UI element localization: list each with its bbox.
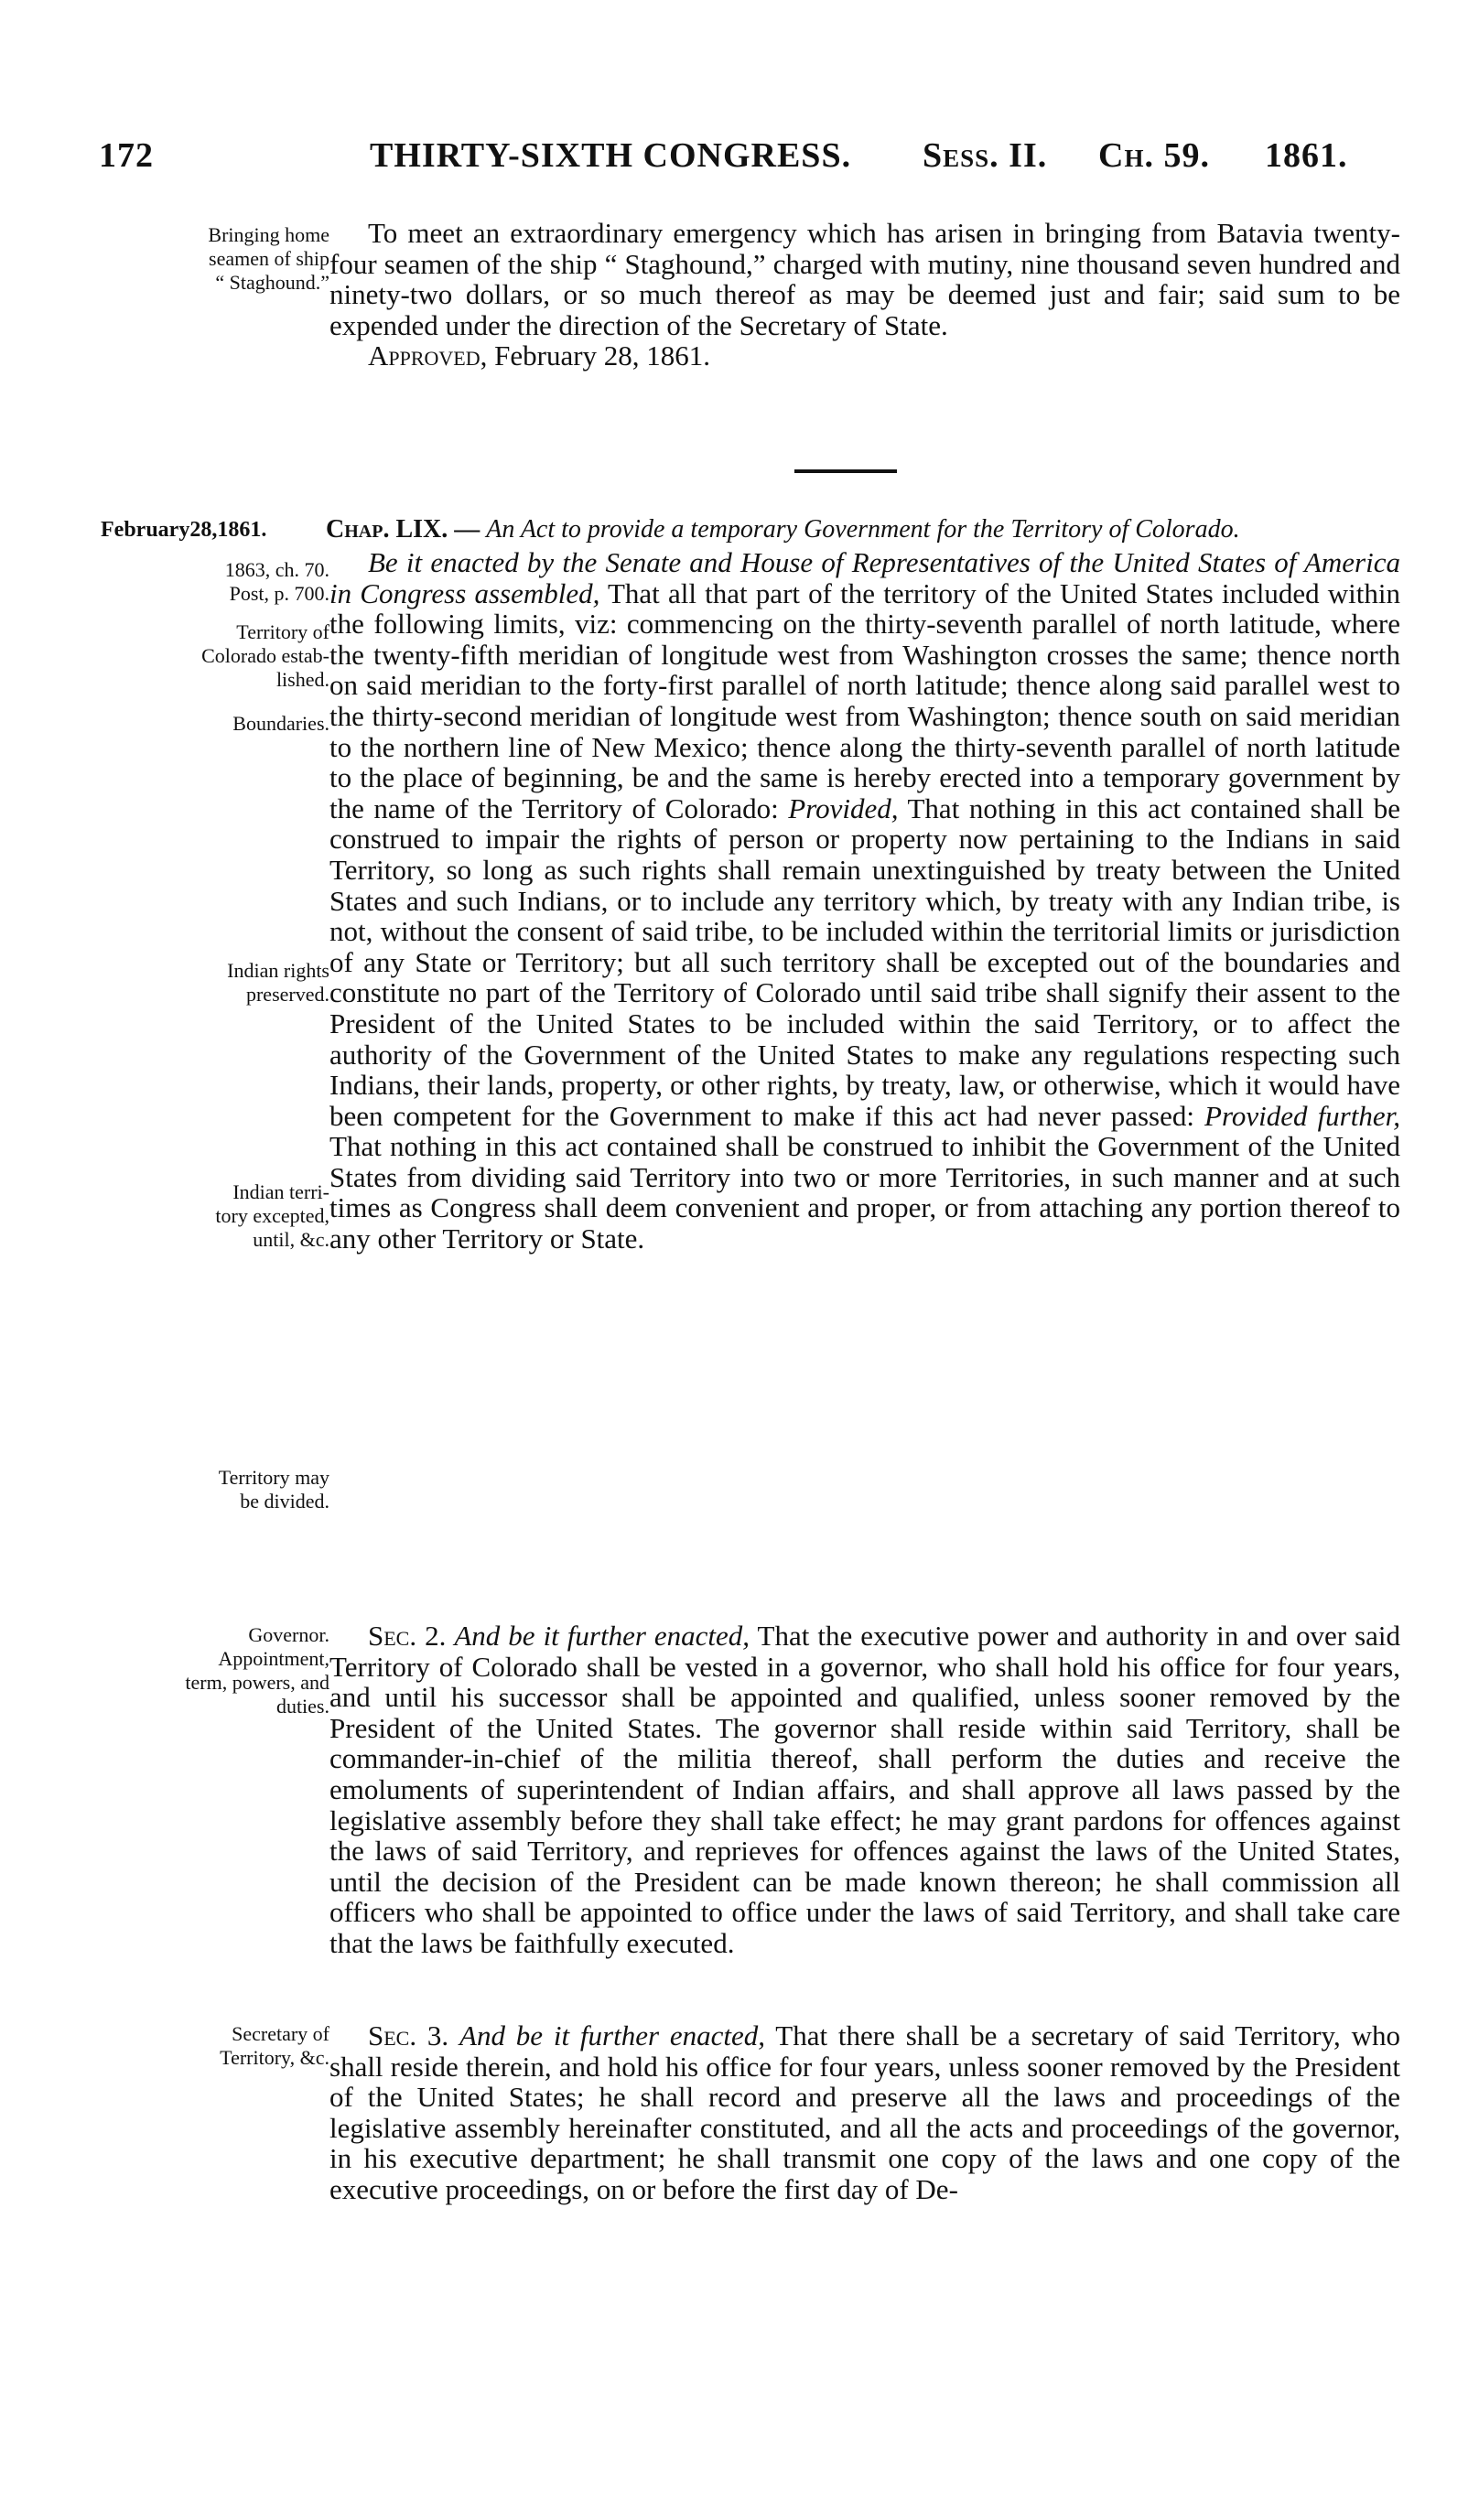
chapter-number: Ch. 59. <box>1098 136 1210 175</box>
section-1-boundaries: That all that part of the territory of the United States included within the following limits, viz: commencing on the thirty-seventh parallel of north latitude, where the twenty-fifth meridian of longitude west from Washington crosses the same; thence north on said meridian to the forty-first parallel of north latitude; thence along said parallel west to the thirty-second meridian of longitude west from Washington; thence south on said meridian to the northern line of New Mexico; thence along the thirty-seventh parallel of north latitude to the place of beginning, be and the same is hereby erected into a temporary government by the name of the Territory of Colorado: <box>329 576 1400 824</box>
chapter-heading <box>326 515 1406 544</box>
page-number: 172 <box>99 136 154 175</box>
section-2-label: Sec. 2. <box>368 1620 447 1652</box>
section-1-division: That nothing in this act contained shall be construed to inhibit the Government of the United States from dividing said Territory into two or more Territories, in such manner and at such times as Congress shall deem convenient and proper, or from attaching any portion thereof to any other Territory or State. <box>329 1130 1400 1255</box>
margin-citation: 1863, ch. 70. Post, p. 700. <box>224 558 329 605</box>
margin-secretary: Secretary of Territory, &c. <box>220 2022 329 2069</box>
section-3-text <box>329 2020 1400 2205</box>
section-1 <box>329 547 1400 1255</box>
approved-label: Approved, <box>368 339 488 372</box>
margin-note-staghound: Bringing home seamen of ship “ Staghound.” <box>208 223 329 294</box>
section-3-body: That there shall be a secretary of said Territory, who shall reside therein, and hold his office for four years, unless sooner removed by the President of the United States; he shall record and preserve all the laws and proceedings of the legislative assembly hereinafter constituted, and all the acts and proceedings of the governor, in his executive department; he shall transmit one copy of the laws and one copy of the executive proceedings, on or before the first day of De- <box>329 2019 1400 2205</box>
provided-further-clause: Provided further, <box>1204 1099 1400 1132</box>
header-year: 1861. <box>1265 136 1348 175</box>
section-2-clause: And be it further enacted, <box>454 1620 750 1652</box>
chapter-act-title: An Act to provide a temporary Government for the Territory of Colorado. <box>486 515 1240 544</box>
provided-clause: Provided, <box>788 792 899 824</box>
session-label: Sess. II. <box>923 136 1048 175</box>
margin-date: February28,1861. <box>101 518 267 542</box>
approved-date: February 28, 1861. <box>494 339 711 372</box>
approval-line <box>329 340 1400 372</box>
margin-indian-rights: Indian rights preserved. <box>227 959 329 1006</box>
margin-indian-territory: Indian terri- tory excepted, until, &c. <box>215 1180 329 1251</box>
section-2-text <box>329 1621 1400 1959</box>
section-3-clause: And be it further enacted, <box>459 2019 766 2052</box>
section-1-text <box>329 547 1400 1255</box>
running-header <box>99 135 1380 190</box>
staghound-provision <box>329 218 1400 372</box>
enacting-clause: Be it enacted by the Senate and House of Representatives of the United States of America in Congress assembled, <box>329 546 1400 609</box>
section-2 <box>329 1621 1400 1959</box>
margin-territory-established: Territory of Colorado estab- lished. <box>201 620 329 691</box>
margin-boundaries: Boundaries. <box>232 712 329 735</box>
chapter-label: Chap. LIX. — <box>326 515 480 544</box>
section-3 <box>329 2020 1400 2205</box>
section-2-body: That the executive power and authority in and over said Territory of Colorado shall be vested in a governor, who shall hold his office for four years, and until his successor shall be appointed and qualified, unless sooner removed by the President of the United States. The governor shall reside within said Territory, shall be commander-in-chief of the militia thereof, shall perform the duties and receive the emoluments of superintendent of Indian affairs, and shall approve all laws passed by the legislative assembly before they shall take effect; he may grant pardons for offences against the laws of said Territory, and reprieves for offences against the laws of the United States, until the decision of the President can be made known thereon; he shall commission all officers who shall be appointed to office under the laws of said Territory, and shall take care that the laws be faithfully executed. <box>329 1620 1401 1959</box>
section-divider-rule <box>794 469 897 473</box>
margin-governor: Governor. Appointment, term, powers, and duties. <box>185 1623 329 1718</box>
section-3-label: Sec. 3. <box>368 2019 449 2052</box>
staghound-text: To meet an extraordinary emergency which has arisen in bringing from Batavia twenty-four seamen of the ship “ Staghound,” charged with mutiny, nine thousand seven hundred and ninety-two dollars, or so much thereof as may be deemed just and fair; said sum to be expended under the direction of the Secretary of State. <box>329 217 1400 341</box>
congress-title: THIRTY-SIXTH CONGRESS. <box>370 136 852 175</box>
margin-territory-divided: Territory may be divided. <box>218 1466 329 1513</box>
section-1-indian-rights: That nothing in this act contained shall be construed to impair the rights of person or property now pertaining to the Indians in said Territory, so long as such rights shall remain unextinguished by treaty between the United States and such Indians, or to include any territory which, by treaty with any Indian tribe, is not, without the consent of said tribe, to be included within the territorial limits or jurisdiction of any State or Territory; but all such territory shall be excepted out of the boundaries and constitute no part of the Territory of Colorado until said tribe shall signify their assent to the President of the United States to be included within the said Territory, or to affect the authority of the Government of the United States to make any regulations respecting such Indians, their lands, property, or other rights, by treaty, law, or otherwise, which it would have been competent for the Government to make if this act had never passed: <box>329 792 1400 1132</box>
